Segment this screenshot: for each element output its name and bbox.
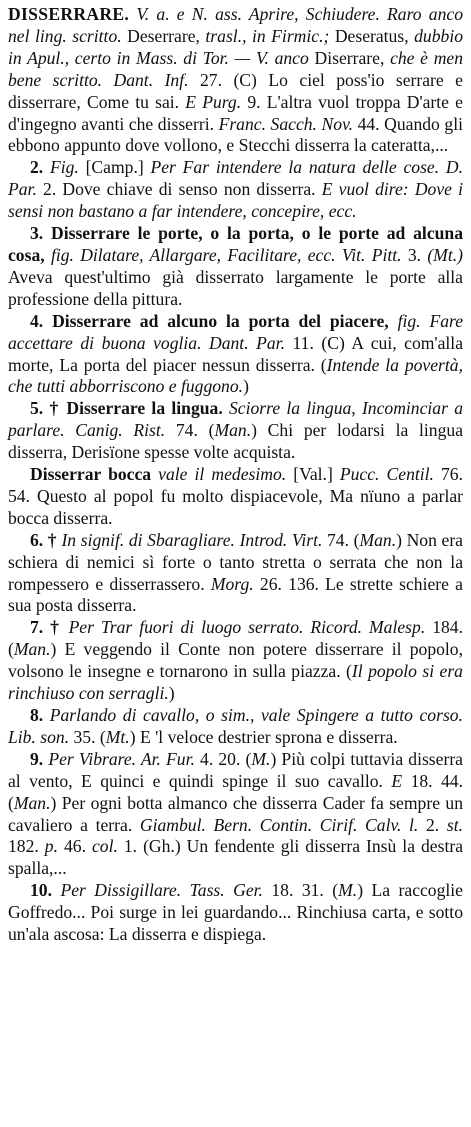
- entry-text-run: Per Dissigillare. Tass. Ger.: [60, 880, 263, 901]
- entry-text-run: ): [168, 683, 175, 704]
- entry-text-run: M.: [338, 880, 358, 901]
- entry-text-run: col.: [91, 836, 118, 857]
- entry-text-run: 10.: [30, 880, 61, 901]
- entry-text-run: [Camp.]: [78, 157, 151, 178]
- entry-text-run: Sciorre la lingua, Incominciar a parlare. Canig. Rist.: [8, 398, 463, 441]
- dictionary-entry: [8, 705, 463, 749]
- dictionary-entry: [8, 617, 463, 705]
- entry-text-run: 4. Disserrare ad alcuno la porta del piacere,: [30, 310, 398, 331]
- entry-headword: DISSERRARE.: [8, 4, 130, 24]
- entry-text-run: ) E veggendo il Conte non potere disserrare il popolo, volsono le insegne e tornarono in sulla piazza. (: [8, 639, 463, 682]
- entry-text-run: 1. (Gh.) Un fendente gli disserra Insù la destra spalla,...: [8, 836, 464, 879]
- dictionary-entry: [8, 223, 463, 311]
- entry-text-run: Man.: [13, 792, 51, 813]
- entry-text-run: Deseratus,: [329, 25, 415, 46]
- entry-text-run: 76. 54. Questo al popol fu molto dispiacevole, Ma nïuno a parlar bocca disserra.: [8, 464, 464, 528]
- entry-text-run: (Mt.): [427, 244, 463, 265]
- entry-text-run: Man.: [214, 420, 252, 441]
- entry-text-run: 8.: [30, 705, 50, 725]
- entry-text-run: Morg.: [210, 573, 254, 594]
- entry-text-run: Per Far intendere la natura delle cose. D. Par.: [8, 157, 464, 200]
- entry-text-run: Diserrare,: [308, 47, 391, 68]
- entry-text-run: st.: [446, 814, 464, 835]
- entry-text-run: Pucc. Centil.: [339, 464, 434, 485]
- entry-text-run: fig. Dilatare, Allargare, Facilitare, ecc. Vit. Pitt.: [50, 244, 402, 265]
- entry-text-run: ) Chi per lodarsi la lingua disserra, Derisïone spesse volte acquista.: [8, 420, 463, 463]
- entry-text-run: V. a. e N. ass. Aprire, Schiudere. Raro anco nel ling. scritto.: [8, 4, 463, 46]
- entry-text-run: 4. 20. (: [194, 748, 252, 769]
- entry-text-run: dubbio in Apul., certo in Mass. di Tor. — V. anco: [8, 25, 463, 68]
- entry-text-run: Per Trar fuori di luogo serrato. Ricord. Malesp.: [68, 617, 426, 638]
- entry-text-run: E vuol dire: Dove i sensi non bastano a far intendere, concepire, ecc.: [8, 179, 463, 222]
- entry-text-run: Man.: [359, 529, 397, 550]
- entry-text-run: Per Vibrare. Ar. Fur.: [48, 748, 195, 769]
- entry-text-run: [Val.]: [286, 464, 340, 485]
- entry-text-run: ) Per ogni botta almanco che disserra Cader fa sempre un cavaliero a terra.: [8, 792, 463, 835]
- dictionary-entry: [8, 464, 463, 530]
- entry-text-run: ): [243, 376, 249, 397]
- entry-text-run: 26. 136. Le strette schiere a sua posta disserra.: [8, 573, 463, 616]
- entry-text-run: trasl., in Firmic.;: [205, 25, 330, 46]
- entry-text-run: Giambul. Bern. Contin. Cirif. Calv. l.: [139, 814, 419, 835]
- entry-text-run: 182.: [8, 836, 45, 857]
- entry-text-run: Aveva quest'ultimo già disserrato largamente le porte alla professione della pittura.: [8, 266, 463, 309]
- entry-text-run: 74. (: [322, 529, 360, 550]
- entry-text-run: 9.: [30, 748, 49, 769]
- entry-text-run: fig. Fare accettare di buona voglia. Dant. Par.: [8, 310, 464, 353]
- entry-text-run: 27. (C) Lo ciel poss'io serrare e disserrare, Come tu sai.: [8, 69, 463, 112]
- dictionary-entry: [8, 398, 463, 464]
- entry-text-run: Intende la povertà, che tutti abborriscono e fuggono.: [8, 354, 463, 397]
- dictionary-entry: [8, 880, 463, 946]
- entry-text-run: Man.: [13, 639, 51, 660]
- entry-text-run: 2.: [30, 157, 50, 178]
- dictionary-entry: [8, 749, 463, 880]
- entry-text-run: 3.: [401, 244, 428, 265]
- entry-text-run: 11. (C) A cui, com'alla morte, La porta del piacer nessun disserra. (: [8, 332, 463, 375]
- dictionary-entry: [8, 311, 463, 399]
- entry-text-run: 18. 31. (: [262, 880, 339, 901]
- entry-text-run: 46.: [58, 836, 92, 857]
- dictionary-entries: [8, 4, 463, 946]
- entry-text-run: 44. Quando gli ebbono appunto dove vollono, e Stecchi disserra la cateratta,...: [8, 113, 463, 156]
- entry-text-run: 74. (: [165, 420, 215, 441]
- dictionary-entry: [8, 530, 463, 618]
- entry-text-run: 2. Dove chiave di senso non disserra.: [36, 179, 322, 200]
- entry-text-run: Il popolo si era rinchiuso con serragli.: [8, 661, 463, 704]
- entry-text-run: Parlando di cavallo, o sim., vale Spingere a tutto corso. Lib. son.: [8, 705, 463, 747]
- entry-text-run: 35. (: [69, 726, 106, 747]
- entry-text-run: 7. †: [30, 617, 69, 638]
- entry-text-run: Disserrar bocca: [30, 464, 159, 485]
- entry-text-run: ) La raccoglie Goffredo... Poi surge in lei guardando... Rinchiusa carta, e sotto un'ala ascosa: La disserra e dispiega.: [8, 880, 463, 945]
- entry-text-run: In signif. di Sbaragliare. Introd. Virt.: [61, 529, 323, 550]
- entry-text-run: E Purg.: [185, 91, 242, 112]
- entry-text-run: 9. L'altra vuol troppa D'arte e d'ingegno avanti che disserri.: [8, 91, 463, 134]
- entry-text-run: 2.: [418, 814, 447, 835]
- entry-text-run: p.: [44, 836, 58, 857]
- entry-text-run: Fig.: [49, 157, 79, 178]
- entry-text-run: ) Più colpi tuttavia disserra al vento, E quinci e quindi spinge il suo cavallo.: [8, 748, 463, 791]
- dictionary-entry: [8, 4, 463, 157]
- dictionary-entry: [8, 157, 463, 223]
- entry-text-run: Mt.: [105, 726, 130, 747]
- entry-text-run: 3. Disserrare le porte, o la porta, o le porte ad alcuna cosa,: [8, 223, 463, 265]
- entry-text-run: Franc. Sacch. Nov.: [218, 113, 353, 134]
- entry-text-run: M.: [251, 748, 271, 769]
- entry-text-run: 18. 44. (: [8, 770, 463, 813]
- entry-text-run: ) Non era schiera di nemici sì forte o tanto stretta o serrata che non la rompessero e disserrassero.: [8, 529, 463, 594]
- entry-text-run: 6. †: [30, 529, 62, 550]
- entry-text-run: che è men bene scritto. Dant. Inf.: [8, 47, 464, 90]
- entry-text-run: vale il medesimo.: [158, 464, 287, 485]
- entry-text-run: Deserrare,: [121, 25, 206, 46]
- entry-text-run: 184. (: [8, 617, 463, 660]
- entry-text-run: 5. † Disserrare la lingua.: [30, 398, 229, 419]
- entry-text-run: ) E 'l veloce destrier sprona e disserra.: [129, 726, 398, 747]
- entry-text-run: E: [391, 770, 403, 791]
